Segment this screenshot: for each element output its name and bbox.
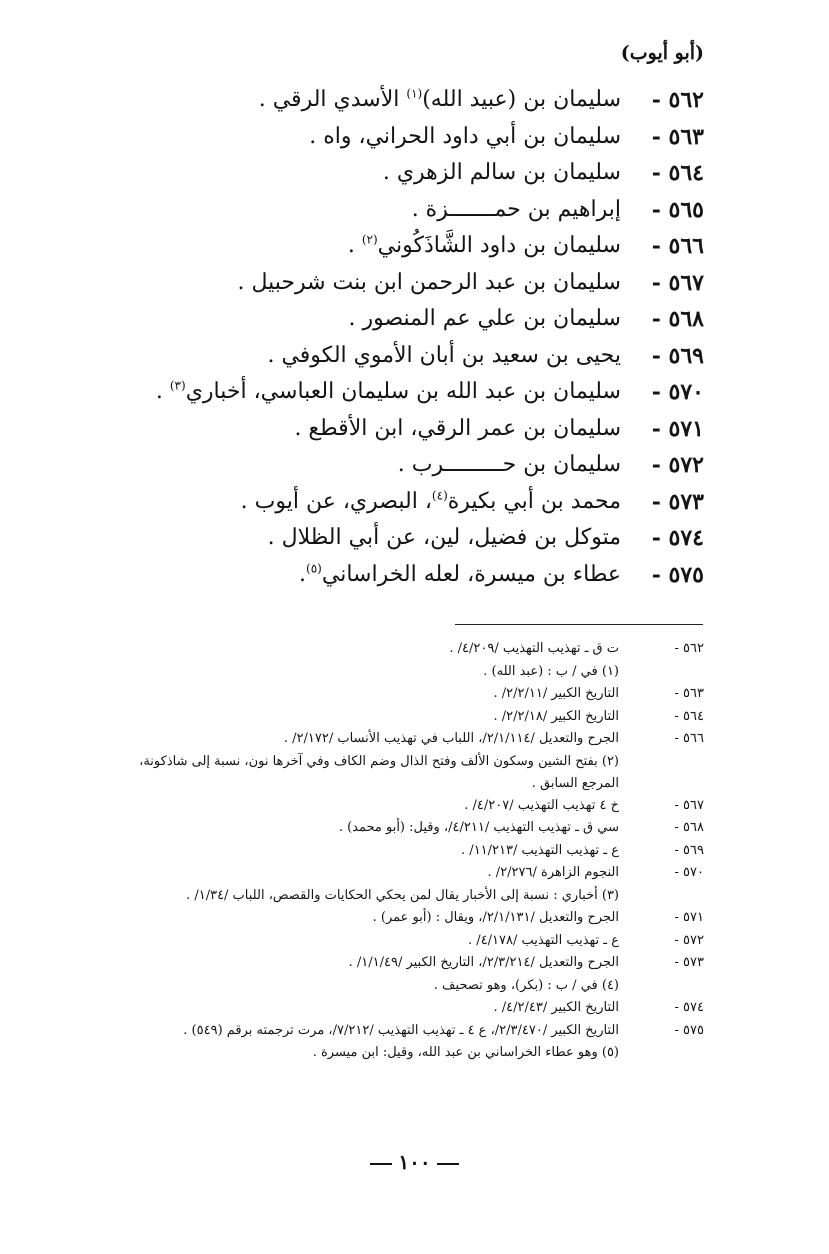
entry-text-main: سليمان بن عبد الرحمن ابن بنت شرحبيل . xyxy=(237,269,621,295)
note-number: ٥٦٣ - xyxy=(674,686,704,701)
entry-text xyxy=(309,119,621,155)
entry-number: ٥٧١ - xyxy=(651,415,704,442)
page-header: (أبو أيوب) xyxy=(620,42,704,64)
reference-note xyxy=(0,817,829,840)
entry-item xyxy=(0,374,829,411)
note-number: ٥٦٦ - xyxy=(674,731,704,746)
note-text: الجرح والتعديل /٢/٣/٢١٤/، التاريخ الكبير /١/١/٤٩/ . xyxy=(348,955,619,970)
footnote xyxy=(0,885,829,908)
entry-number: ٥٧٢ - xyxy=(651,452,704,478)
entry-text xyxy=(383,155,621,191)
entry-number: ٥٦٥ - xyxy=(651,196,704,223)
note-text: سي ق ـ تهذيب التهذيب /٤/٢١١/، وقيل: (أبو محمد) . xyxy=(338,820,619,835)
note-text: الجرح والتعديل /٢/١/١٣١/، ويقال : (أبو عمر) . xyxy=(372,910,619,925)
entry-text xyxy=(267,338,621,374)
entry-text-main: يحيى بن سعيد بن أبان الأموي الكوفي . xyxy=(267,342,621,368)
entry-text-main: سليمان بن سالم الزهري . xyxy=(382,160,621,185)
note-text: (٣) أخباري : نسبة إلى الأخبار يقال لمن يحكي الحكايات والقصص، اللباب /١/٣٤/ . xyxy=(186,887,619,903)
entry-text-main: سليمان بن أبي داود الحراني، واه . xyxy=(309,123,621,149)
note-text: (١) في / ب : (عبد الله) . xyxy=(483,663,619,679)
note-number: ٥٧٠ - xyxy=(674,865,704,880)
note-text: ت ق ـ تهذيب التهذيب /٤/٢٠٩/ . xyxy=(449,641,619,656)
entry-item xyxy=(0,484,829,521)
entry-text-main: سليمان بن (عبيد الله) xyxy=(422,87,621,112)
note-number: ٥٧٢ - xyxy=(674,932,704,948)
entry-list xyxy=(0,82,829,593)
note-text: التاريخ الكبير /٤/٢/٤٣/ . xyxy=(493,1000,619,1015)
entry-item xyxy=(0,155,829,192)
entry-number: ٥٦٢ - xyxy=(651,87,704,113)
note-number: ٥٧١ - xyxy=(674,910,704,925)
page-number-value: ١٠٠ xyxy=(398,1150,431,1174)
note-number: ٥٦٨ - xyxy=(674,820,704,835)
entry-text-tail: . xyxy=(347,233,362,258)
footnote xyxy=(0,661,829,684)
entry-number: ٥٦٤ - xyxy=(651,160,704,186)
entry-text xyxy=(299,557,621,593)
footnote-marker: (٥) xyxy=(306,561,322,576)
reference-note xyxy=(0,795,829,818)
reference-note xyxy=(0,907,829,930)
entry-number: ٥٦٩ - xyxy=(651,342,704,369)
reference-note xyxy=(0,930,829,953)
entry-text-main: سليمان بن حـــــــــرب . xyxy=(397,452,621,477)
entry-item xyxy=(0,411,829,448)
note-number: ٥٦٧ - xyxy=(674,797,704,813)
footnote xyxy=(0,975,829,998)
entry-number: ٥٦٧ - xyxy=(651,269,704,296)
entry-item xyxy=(0,520,829,557)
note-text: (٤) في / ب : (بكر)، وهو تصحيف . xyxy=(433,977,619,993)
page-number xyxy=(0,1150,829,1174)
entry-text xyxy=(268,520,621,556)
entry-text-main: إبراهيم بن حمـــــــزة . xyxy=(411,196,621,222)
entry-text-main: سليمان بن علي عم المنصور . xyxy=(348,306,621,331)
entry-text xyxy=(259,82,621,118)
footnote-marker: (٢) xyxy=(361,232,378,247)
note-text: التاريخ الكبير /٢/٣/٤٧٠/، ع ٤ ـ تهذيب التهذيب /٧/٢١٢/، مرت ترجمته برقم (٥٤٩) . xyxy=(183,1022,619,1038)
reference-note xyxy=(0,706,829,729)
note-text: التاريخ الكبير /٢/٢/١١/ . xyxy=(493,686,619,701)
footnote-marker: (١) xyxy=(406,86,423,101)
note-text: التاريخ الكبير /٢/٢/١٨/ . xyxy=(493,708,619,724)
note-text: خ ٤ تهذيب التهذيب /٤/٢٠٧/ . xyxy=(464,797,619,813)
note-number: ٥٧٤ - xyxy=(674,1000,704,1015)
reference-note xyxy=(0,638,829,661)
footnote-marker: (٣) xyxy=(169,378,186,393)
entry-number: ٥٦٣ - xyxy=(651,123,704,150)
entry-text-main: متوكل بن فضيل، لين، عن أبي الظلال . xyxy=(267,525,621,550)
footnote xyxy=(0,751,829,795)
entry-text-main: سليمان بن عبد الله بن سليمان العباسي، أخباري xyxy=(185,379,621,404)
entry-text-tail: . xyxy=(299,561,307,587)
entry-text-tail: ، البصري، عن أيوب . xyxy=(240,488,432,514)
note-number: ٥٦٤ - xyxy=(674,708,704,724)
note-text: ع ـ تهذيب التهذيب /٤/١٧٨/ . xyxy=(468,932,619,948)
footnote-marker: (٤) xyxy=(431,488,448,503)
note-text: (٢) بفتح الشين وسكون الألف وفتح الذال وضم الكاف وفي آخرها نون، نسبة إلى شاذكونة، المرجع السابق . xyxy=(139,753,619,791)
entry-item xyxy=(0,557,829,594)
entry-number: ٥٦٦ - xyxy=(651,233,704,259)
reference-note xyxy=(0,952,829,975)
entry-item xyxy=(0,265,829,302)
entry-number: ٥٧٠ - xyxy=(651,379,704,405)
reference-note xyxy=(0,997,829,1020)
note-number: ٥٧٣ - xyxy=(674,955,704,970)
entry-text-tail: الأسدي الرقي . xyxy=(258,87,407,112)
entry-text xyxy=(348,228,621,264)
entry-number: ٥٦٨ - xyxy=(651,306,704,332)
dash-right xyxy=(370,1163,392,1165)
note-number: ٥٦٩ - xyxy=(674,842,704,858)
reference-note xyxy=(0,683,829,706)
entry-text-tail: . xyxy=(155,379,170,404)
footnote-list xyxy=(0,638,829,1065)
entry-text xyxy=(412,192,621,228)
reference-note xyxy=(0,1020,829,1043)
entry-item xyxy=(0,82,829,119)
reference-note xyxy=(0,728,829,751)
note-text: الجرح والتعديل /٢/١/١١٤/، اللباب في تهذيب الأنساب /٢/١٧٢/ . xyxy=(283,731,619,746)
note-text: ع ـ تهذيب التهذيب /١١/٢١٣/ . xyxy=(461,842,619,858)
entry-item xyxy=(0,301,829,338)
entry-text-main: محمد بن أبي بكيرة xyxy=(447,488,621,514)
entry-text xyxy=(156,374,621,410)
note-number: ٥٧٥ - xyxy=(674,1022,704,1038)
entry-text-main: سليمان بن عمر الرقي، ابن الأقطع . xyxy=(294,415,621,441)
entry-text-main: عطاء بن ميسرة، لعله الخراساني xyxy=(321,561,621,587)
entry-text-main: سليمان بن داود الشَّاذَكُوني xyxy=(377,233,621,258)
entry-text xyxy=(294,411,621,447)
note-text: (٥) وهو عطاء الخراساني بن عبد الله، وقيل: ابن ميسرة . xyxy=(312,1045,619,1060)
entry-text xyxy=(237,265,621,301)
entry-number: ٥٧٣ - xyxy=(651,488,704,515)
entry-number: ٥٧٤ - xyxy=(651,525,704,551)
entry-number: ٥٧٥ - xyxy=(651,561,704,588)
note-number: ٥٦٢ - xyxy=(674,641,704,656)
entry-item xyxy=(0,192,829,229)
reference-note xyxy=(0,862,829,885)
entry-text xyxy=(241,484,621,520)
footnote xyxy=(0,1042,829,1065)
entry-item xyxy=(0,228,829,265)
entry-item xyxy=(0,119,829,156)
entry-item xyxy=(0,338,829,375)
entry-text xyxy=(348,301,621,337)
entry-item xyxy=(0,447,829,484)
footnote-divider xyxy=(455,624,703,625)
entry-text xyxy=(398,447,621,483)
note-text: النجوم الزاهرة /٢/٢٧٦/ . xyxy=(487,865,619,880)
reference-note xyxy=(0,840,829,863)
dash-left xyxy=(437,1163,459,1165)
